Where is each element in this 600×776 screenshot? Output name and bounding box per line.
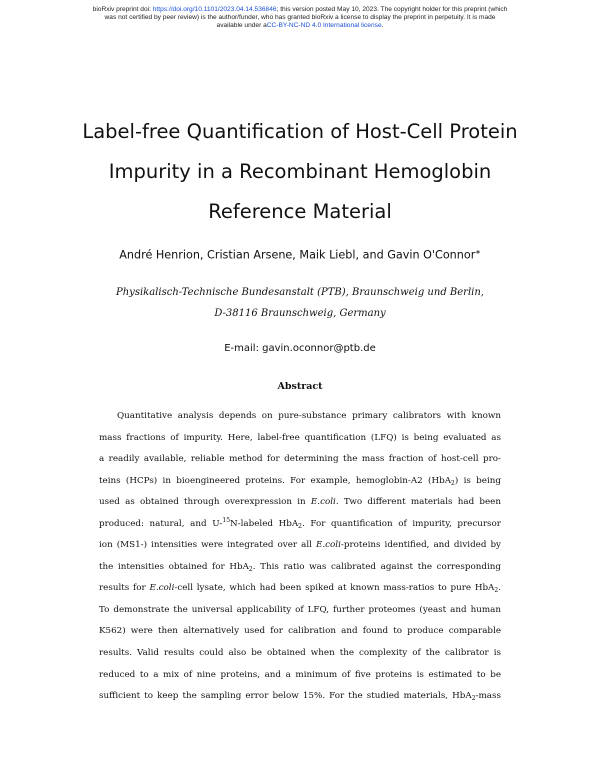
banner-line-3 xyxy=(40,22,560,30)
abstract-body xyxy=(99,406,501,708)
banner-text: bioRxiv preprint doi: xyxy=(92,6,153,13)
title-line-3: Reference Material xyxy=(208,200,392,223)
abstract-line: results. Valid results could also be obtained when the complexity of the calibrator is xyxy=(99,648,501,659)
banner-line-1 xyxy=(40,6,560,14)
preprint-banner xyxy=(40,6,560,30)
abstract-line: a readily available, reliable method for determining the mass fraction of host-cell pro- xyxy=(99,454,501,465)
affiliation xyxy=(60,282,540,324)
author-list xyxy=(40,248,560,262)
abstract-line: To demonstrate the universal applicability of LFQ, further proteomes (yeast and human xyxy=(99,604,501,615)
abstract-line: ion (MS1-) intensities were integrated over all E.coli-proteins identified, and divided by xyxy=(99,540,501,551)
abstract-line: used as obtained through overexpression in E.coli. Two different materials had been xyxy=(99,497,501,508)
title-line-1: Label-free Quantification of Host-Cell Protein xyxy=(82,120,518,143)
license-link[interactable]: CC-BY-NC-ND 4.0 International license xyxy=(266,22,382,29)
abstract-line: Quantitative analysis depends on pure-substance primary calibrators with known xyxy=(117,411,501,421)
abstract-line: teins (HCPs) in bioengineered proteins. For example, hemoglobin-A2 (HbA$_2$) is being xyxy=(99,475,501,487)
banner-text: . xyxy=(381,22,384,29)
abstract-line: sufficient to keep the sampling error below 15%. For the studied materials, HbA$_2$-mass xyxy=(99,691,501,703)
affiliation-line-1: Physikalisch-Technische Bundesanstalt (PTB), Braunschweig und Berlin, xyxy=(116,287,484,298)
abstract-line: K562) were then alternatively used for calibration and found to produce comparable xyxy=(99,626,501,637)
banner-line-2: was not certified by peer review) is the author/funder, who has granted bioRxiv a license to display the preprint in perpetuity. It is made xyxy=(104,14,496,21)
abstract-line: produced: natural, and U-$^{15}$N-labeled HbA$_2$. For quantification of impurity, precursor xyxy=(99,516,501,530)
paper-title xyxy=(40,112,560,232)
contact-email: E-mail: gavin.oconnor@ptb.de xyxy=(224,343,376,354)
abstract-line: results for E.coli-cell lysate, which had been spiked at known mass-ratios to pure HbA$_2$. xyxy=(99,583,501,595)
banner-text: ; this version posted May 10, 2023. The copyright holder for this preprint (which xyxy=(276,6,508,13)
banner-text: available under a xyxy=(216,22,267,29)
abstract-heading: Abstract xyxy=(277,381,323,392)
abstract-line: reduced to a mix of nine proteins, and a minimum of five proteins is estimated to be xyxy=(99,669,501,680)
doi-link[interactable]: https://doi.org/10.1101/2023.04.14.536846 xyxy=(152,6,277,13)
affiliation-line-2: D-38116 Braunschweig, Germany xyxy=(214,308,386,319)
abstract-line: mass fractions of impurity. Here, label-free quantification (LFQ) is being evaluated as xyxy=(99,432,501,443)
title-line-2: Impurity in a Recombinant Hemoglobin xyxy=(108,160,492,183)
author-names: André Henrion, Cristian Arsene, Maik Liebl, and Gavin O'Connor xyxy=(119,248,476,262)
abstract-line: the intensities obtained for HbA$_2$. This ratio was calibrated against the corresponding xyxy=(99,561,501,573)
corresponding-author-mark: ∗ xyxy=(475,248,481,256)
